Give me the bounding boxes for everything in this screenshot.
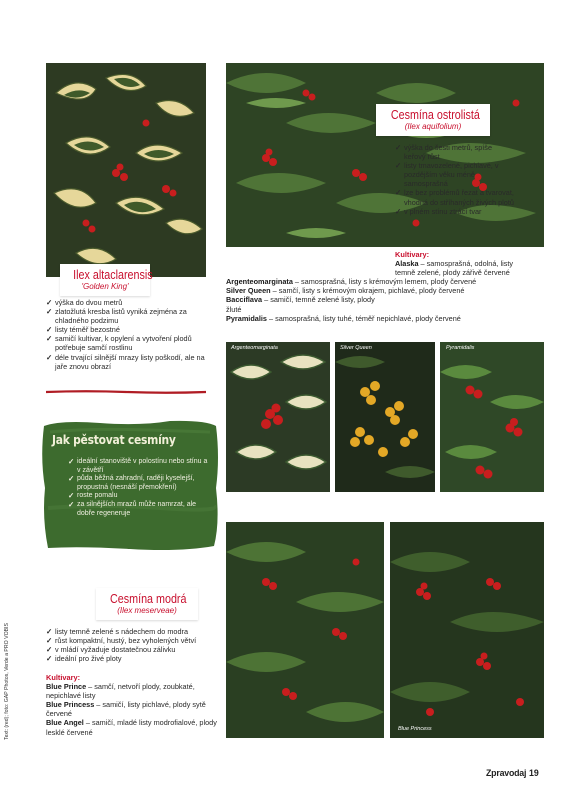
list-item: ✓ listy temně zelené s nádechem do modra — [46, 627, 221, 636]
list-item: ✓ za silnějších mrazů může namrzat, ale dobře regeneruje — [68, 501, 208, 518]
modra-kultivary — [46, 673, 221, 737]
subtitle-modra: (Ilex meserveae) — [117, 606, 177, 615]
modra-bullets — [46, 627, 221, 663]
caption-blue-princess: Blue Princess — [398, 726, 432, 732]
kultivar-argenteomarginata — [226, 277, 544, 286]
how-to-bullets — [68, 458, 208, 518]
photo-credit: Text: (red); foto: GAP Photos, Verde a PRO VOBIS — [4, 623, 10, 740]
list-item: ✓ roste pomalu — [68, 492, 208, 501]
caption-argenteomarginata: Argenteomarginata — [231, 345, 278, 351]
label-golden-king — [60, 264, 153, 296]
kultivar-desc: – samičí, mladé listy modrofialové, plody lesklé červené — [46, 718, 217, 737]
how-to-board — [40, 418, 220, 553]
kultivar-bacciflava — [226, 295, 386, 313]
golden-king-bullets — [46, 298, 216, 371]
kultivar-blue-angel — [46, 718, 221, 736]
kultivar-desc: – samosprašná, listy s krémovým lemem, plody červené — [292, 277, 477, 287]
kultivary-heading: Kultivary: — [395, 250, 430, 259]
photo-blue-princess — [390, 522, 544, 738]
list-item: ✓ v mládí vyžaduje dostatečnou zálivku — [46, 645, 221, 654]
list-item: ✓ zlatožlutá kresba listů vyniká zejména za chladného podzimu — [46, 307, 216, 325]
divider-rule — [46, 390, 206, 394]
kultivar-name: Blue Angel — [46, 718, 84, 728]
list-item: ✓ ideální stanoviště v polostínu nebo stínu a v závětří — [68, 458, 208, 475]
subtitle-ostrolista: (Ilex aquifolium) — [404, 122, 462, 131]
list-item: ✓ růst kompaktní, hustý, bez vyholených větví — [46, 636, 221, 645]
caption-pyramidalis: Pyramidalis — [446, 345, 475, 351]
ostrolista-bullets — [395, 143, 515, 216]
kultivar-desc: – samičí, temně zelené listy, plody žluté — [226, 295, 375, 314]
kultivar-silver-queen — [226, 286, 544, 295]
list-item: ✓ listy téměř bezostné — [46, 325, 216, 334]
kultivar-desc: – samčí, listy s krémovým okrajem, pichlavé, plody červené — [270, 286, 465, 296]
list-item: ✓ samičí kultivar, k opylení a vytvoření plodů potřebuje samčí rostlinu — [46, 334, 216, 352]
list-item: ✓ lze bez problémů řezat a tvarovat, vhodná do stříhaných živých plotů — [395, 188, 515, 206]
kultivar-desc: – samčí, netvoří plody, zoubkaté, nepichlavé listy — [46, 682, 195, 701]
photo-pyramidalis — [440, 342, 544, 492]
kultivar-name: Argenteomarginata — [226, 277, 293, 287]
kultivar-name: Blue Prince — [46, 682, 87, 692]
kultivar-name: Alaska — [395, 259, 419, 269]
photo-ilex-meserveae-hedge — [226, 522, 384, 738]
kultivar-blue-prince — [46, 682, 221, 700]
label-ostrolista — [376, 104, 490, 136]
subtitle-golden-king: 'Golden King' — [81, 282, 129, 291]
kultivar-name: Bacciflava — [226, 295, 263, 305]
title-modra: Cesmína modrá — [110, 592, 187, 606]
list-item: ✓ výška do šesti metrů, spíše keřový růst — [395, 143, 515, 161]
kultivar-alaska — [395, 259, 525, 277]
title-golden-king: Ilex altaclarensis — [73, 268, 153, 282]
photo-argenteomarginata — [226, 342, 330, 492]
list-item: ✓ listy tmavozelené, pichlavé, v pozdějším věku méně samosprašná — [395, 161, 515, 188]
kultivar-name: Silver Queen — [226, 286, 271, 296]
board-title: Jak pěstovat cesmíny — [52, 432, 176, 447]
kultivar-name: Pyramidalis — [226, 313, 267, 323]
list-item: ✓ déle trvající silnější mrazy listy poškodí, ale na jaře znovu obrazí — [46, 353, 216, 371]
kultivar-name: Blue Princess — [46, 700, 95, 710]
ostrolista-kultivary — [226, 250, 544, 323]
kultivar-desc: – samičí, listy pichlavé, plody sytě červené — [46, 700, 206, 719]
list-item: ✓ v plném stínu ztrácí tvar — [395, 207, 515, 216]
kultivar-desc: – samosprašná, listy tuhé, téměř nepichlavé, plody červené — [266, 313, 461, 323]
kultivar-blue-princess — [46, 700, 221, 718]
caption-silver-queen: Silver Queen — [340, 345, 372, 351]
list-item: ✓ ideální pro živé ploty — [46, 654, 221, 663]
kultivar-pyramidalis — [226, 314, 544, 323]
photo-bacciflava — [335, 342, 435, 492]
footer-magazine-name: Zpravodaj — [486, 768, 527, 778]
title-ostrolista: Cesmína ostrolistá — [390, 108, 480, 122]
photo-golden-king — [46, 63, 206, 277]
page-number: 19 — [529, 768, 539, 778]
kultivary-heading: Kultivary: — [46, 673, 81, 682]
kultivar-desc: – samosprašná, odolná, listy temně zelené, plody zářivě červené — [395, 259, 514, 278]
list-item: ✓ výška do dvou metrů — [46, 298, 216, 307]
label-modra — [96, 588, 198, 620]
list-item: ✓ půda běžná zahradní, raději kyselejší, propustná (nesnáší přemokření) — [68, 475, 208, 492]
